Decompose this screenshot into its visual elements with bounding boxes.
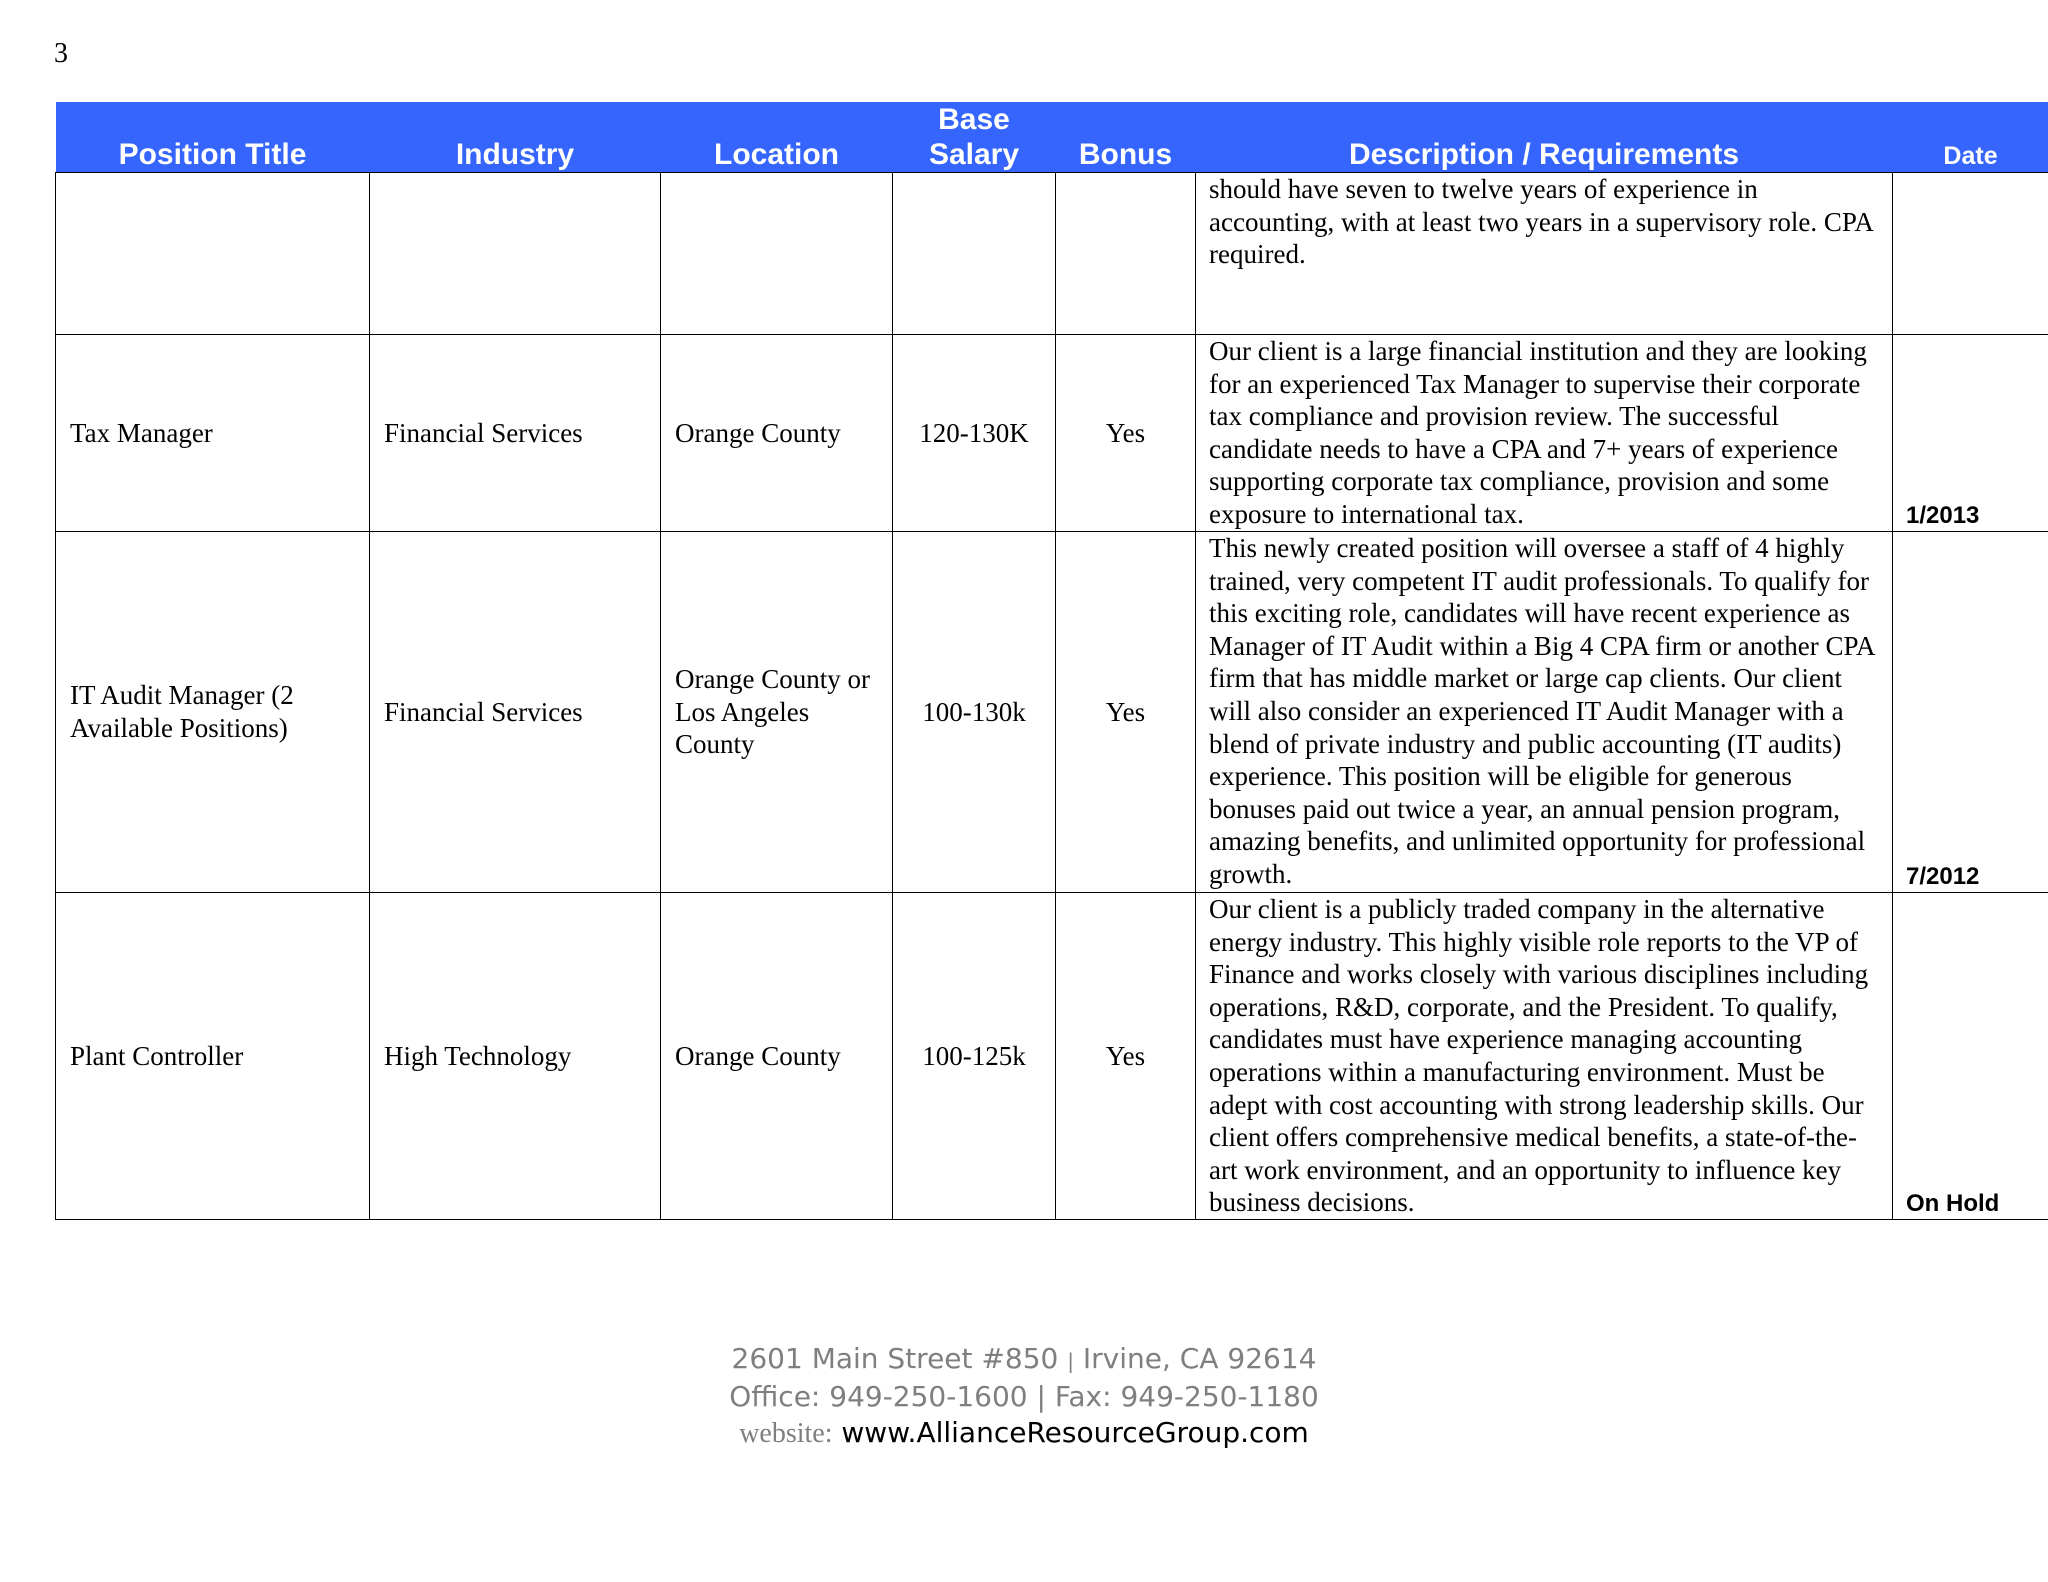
footer-website-link[interactable]: www.AllianceResourceGroup.com <box>841 1416 1309 1449</box>
footer-city: Irvine, CA 92614 <box>1082 1342 1317 1375</box>
header-base-salary-line2: Salary <box>928 138 1020 171</box>
cell-bonus: Yes <box>1056 532 1196 893</box>
cell-bonus: Yes <box>1056 893 1196 1220</box>
cell-position: IT Audit Manager (2 Available Positions) <box>56 532 370 893</box>
page-footer <box>0 1341 2048 1452</box>
cell-description: Our client is a publicly traded company in the alternative energy industry. This highly visible role reports to the VP of Finance and works closely with various disciplines including operations, R&D, corporate, and the President. To qualify, candidates must have experience managing accounting operations within a manufacturing environment. Must be adept with cost accounting with strong leadership skills. Our client offers comprehensive medical benefits, a state-of-the-art work environment, and an opportunity to influence key business decisions. <box>1196 893 1893 1220</box>
header-date: Date <box>1893 102 2048 173</box>
footer-address-line <box>0 1341 2048 1379</box>
cell-position: Plant Controller <box>56 893 370 1220</box>
cell-salary <box>893 173 1056 335</box>
footer-fax: Fax: 949-250-1180 <box>1054 1380 1319 1413</box>
table-row <box>56 173 2048 335</box>
table-row <box>56 532 2048 893</box>
cell-location <box>661 173 893 335</box>
cell-description: This newly created position will oversee a staff of 4 highly trained, very competent IT audit professionals. To qualify for this exciting role, candidates will have recent experience as Manager of IT Audit within a Big 4 CPA firm or another CPA firm that has middle market or large cap clients. Our client will also consider an experienced IT Audit Manager with a blend of private industry and public accounting (IT audits) experience. This position will be eligible for generous bonuses paid out twice a year, an annual pension program, amazing benefits, and unlimited opportunity for professional growth. <box>1196 532 1893 893</box>
page-number: 3 <box>54 38 68 69</box>
table-row <box>56 893 2048 1220</box>
cell-industry: High Technology <box>370 893 661 1220</box>
cell-position <box>56 173 370 335</box>
footer-separator: | <box>1067 1349 1074 1373</box>
cell-salary: 120-130K <box>893 335 1056 532</box>
table-row <box>56 335 2048 532</box>
cell-position: Tax Manager <box>56 335 370 532</box>
cell-industry <box>370 173 661 335</box>
cell-salary: 100-130k <box>893 532 1056 893</box>
cell-description: Our client is a large financial institution and they are looking for an experienced Tax Manager to supervise their corporate tax compliance and provision review. The successful candidate needs to have a CPA and 7+ years of experience supporting corporate tax compliance, provision and some exposure to international tax. <box>1196 335 1893 532</box>
footer-website-line <box>0 1415 2048 1452</box>
table-header <box>56 102 2048 173</box>
cell-date: 1/2013 <box>1893 335 2048 532</box>
cell-date <box>1893 173 2048 335</box>
footer-separator-2: | <box>1036 1380 1046 1413</box>
header-description: Description / Requirements <box>1196 102 1893 173</box>
header-bonus: Bonus <box>1056 102 1196 173</box>
footer-website-label: website: <box>739 1418 833 1449</box>
footer-phone-line <box>0 1379 2048 1415</box>
cell-date: On Hold <box>1893 893 2048 1220</box>
footer-street: 2601 Main Street #850 <box>731 1342 1059 1375</box>
cell-industry: Financial Services <box>370 532 661 893</box>
header-base-salary <box>893 102 1056 173</box>
cell-description: should have seven to twelve years of experience in accounting, with at least two years in a supervisory role. CPA required. <box>1196 173 1893 335</box>
cell-date: 7/2012 <box>1893 532 2048 893</box>
cell-bonus: Yes <box>1056 335 1196 532</box>
cell-salary: 100-125k <box>893 893 1056 1220</box>
header-industry: Industry <box>370 102 661 173</box>
job-listings-table <box>55 102 2048 1220</box>
cell-location: Orange County <box>661 335 893 532</box>
cell-location: Orange County <box>661 893 893 1220</box>
header-position-title: Position Title <box>56 102 370 173</box>
header-location: Location <box>661 102 893 173</box>
cell-location: Orange County or Los Angeles County <box>661 532 893 893</box>
header-base-salary-line1: Base <box>938 103 1010 136</box>
cell-industry: Financial Services <box>370 335 661 532</box>
footer-office: Office: 949-250-1600 <box>729 1380 1028 1413</box>
cell-bonus <box>1056 173 1196 335</box>
